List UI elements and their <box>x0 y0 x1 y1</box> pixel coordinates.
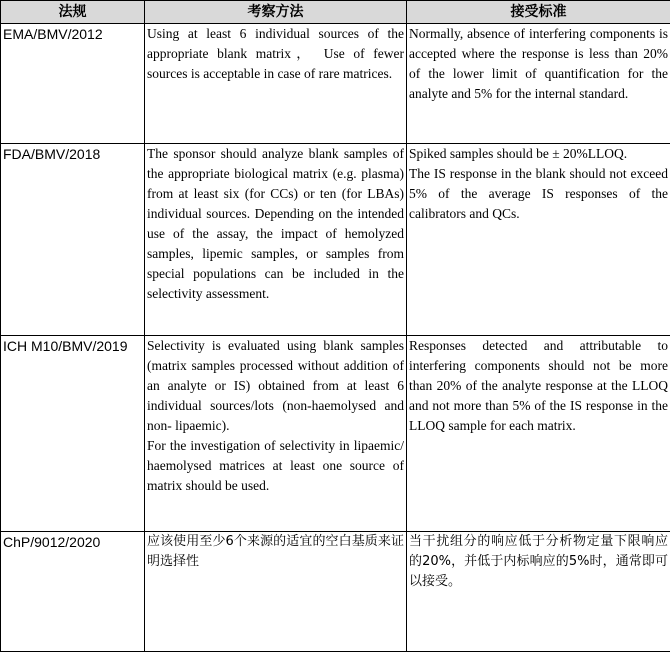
regulation-cell: ChP/9012/2020 <box>1 531 145 651</box>
table-row <box>1 531 670 651</box>
table-row <box>1 336 670 531</box>
criteria-text: Normally, absence of interfering components is accepted where the response is less than 20% of the lower limit of quantification for the analyte and 5% for the internal standard. <box>409 26 668 101</box>
criteria-text: Responses detected and attributable to interfering components should not be more than 20% of the analyte response at the LLOQ and not more than 5% of the IS response in the LLOQ sample for each matrix. <box>409 338 668 434</box>
header-regulation: 法规 <box>1 1 145 24</box>
header-method: 考察方法 <box>145 1 407 24</box>
method-cell <box>145 144 407 336</box>
criteria-cell <box>407 531 670 651</box>
criteria-text: Spiked samples should be ± 20%LLOQ. <box>409 146 628 162</box>
header-criteria: 接受标准 <box>407 1 670 24</box>
table-row <box>1 24 670 144</box>
criteria-text: The IS response in the blank should not exceed 5% of the average IS responses of the calibrators and QCs. <box>409 166 668 222</box>
criteria-text: 当干扰组分的响应低于分析物定量下限响应的20%，并低于内标响应的5%时，通常即可以接受。 <box>409 533 668 589</box>
method-cell <box>145 336 407 531</box>
criteria-cell <box>407 336 670 531</box>
method-text: Using at least 6 individual sources of the appropriate blank matrix， Use of fewer sources is acceptable in case of rare matrices. <box>147 26 404 81</box>
criteria-cell <box>407 24 670 144</box>
method-cell <box>145 531 407 651</box>
method-text: Selectivity is evaluated using blank samples (matrix samples processed without addition of an analyte or IS) obtained from at least 6 individual sources/lots (non-haemolysed and non- lipaemic). <box>147 338 404 434</box>
regulation-cell: EMA/BMV/2012 <box>1 24 145 144</box>
table-row <box>1 144 670 336</box>
method-cell <box>145 24 407 144</box>
regulation-cell: ICH M10/BMV/2019 <box>1 336 145 531</box>
header-row <box>1 1 670 24</box>
method-text: For the investigation of selectivity in lipaemic/ haemolysed matrices at least one source of matrix should be used. <box>147 438 404 494</box>
regulation-cell: FDA/BMV/2018 <box>1 144 145 336</box>
criteria-cell <box>407 144 670 336</box>
method-text: 应该使用至少6个来源的适宜的空白基质来证明选择性 <box>147 533 404 569</box>
method-text: The sponsor should analyze blank samples of the appropriate biological matrix (e.g. plasma) from at least six (for CCs) or ten (for LBAs) individual sources. Depending on the intended use of the assay, the impact of hemolyzed samples, lipemic samples, or samples from special populations can be included in the selectivity assessment. <box>147 146 404 302</box>
